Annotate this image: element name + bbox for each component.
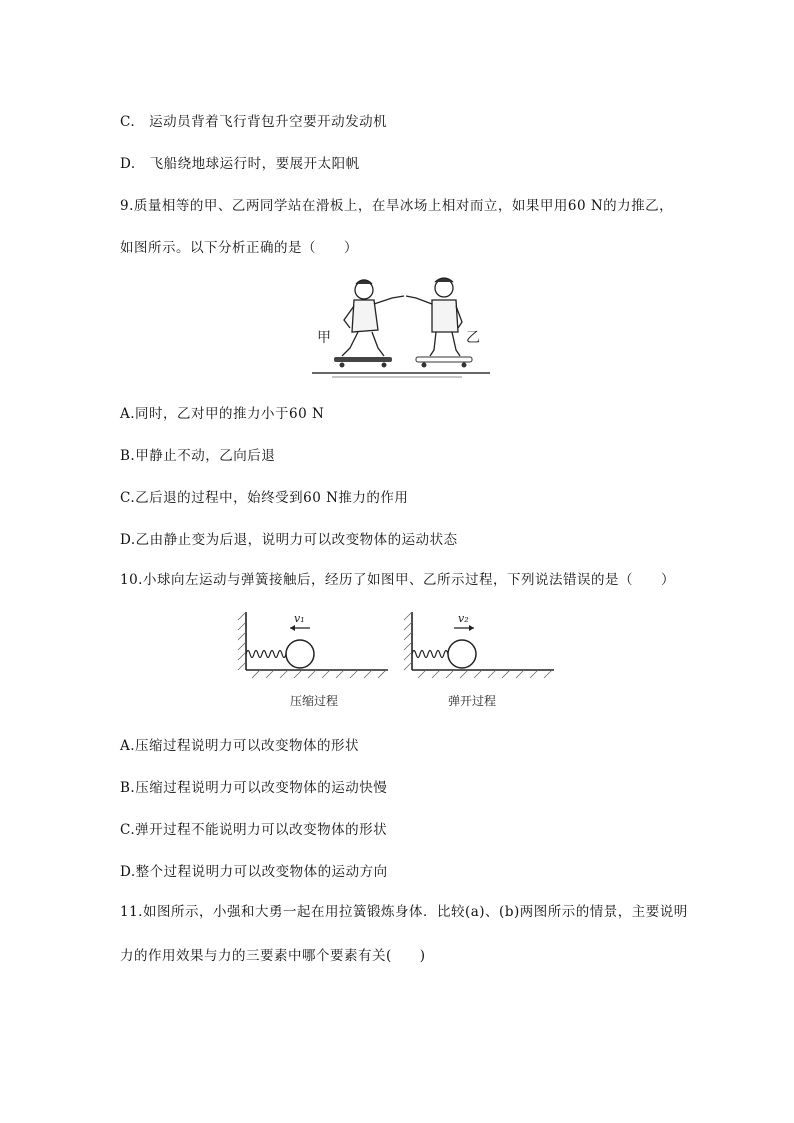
caption-compress: 压缩过程 <box>290 694 339 708</box>
question-9-option-b: B.甲静止不动，乙向后退 <box>120 448 276 464</box>
ball <box>286 640 314 668</box>
label-yi: 乙 <box>466 330 480 346</box>
question-11-stem-line1: 11.如图所示，小强和大勇一起在用拉簧锻炼身体．比较(a)、(b)两图所示的情景，主要说明 <box>120 904 688 920</box>
velocity-v2-label: v₂ <box>458 612 469 625</box>
velocity-v1-label: v₁ <box>294 612 305 625</box>
question-11-stem-line2: 力的作用效果与力的三要素中哪个要素有关( ) <box>120 948 426 964</box>
ball <box>448 640 476 668</box>
skateboard-yi <box>416 357 472 362</box>
skateboard-push-figure <box>312 270 490 380</box>
question-10-option-b: B.压缩过程说明力可以改变物体的运动快慢 <box>120 780 388 796</box>
question-9-stem-line2: 如图所示。以下分析正确的是（ ） <box>120 240 358 256</box>
question-9-option-d: D.乙由静止变为后退，说明力可以改变物体的运动状态 <box>120 532 458 548</box>
student-yi-figure <box>406 278 462 356</box>
label-jia: 甲 <box>317 330 331 346</box>
question-10-option-a: A.压缩过程说明力可以改变物体的形状 <box>120 738 360 754</box>
option-c-prev: C. 运动员背着飞行背包升空要开动发动机 <box>120 114 388 130</box>
spring-release-figure <box>398 608 558 712</box>
question-9-option-a: A.同时，乙对甲的推力小于60 N <box>120 406 325 422</box>
question-10-stem: 10.小球向左运动与弹簧接触后，经历了如图甲、乙所示过程，下列说法错误的是（ ） <box>120 572 675 588</box>
student-jia-figure <box>342 280 404 356</box>
caption-release: 弹开过程 <box>448 694 497 708</box>
question-9-stem-line1: 9.质量相等的甲、乙两同学站在滑板上，在旱冰场上相对而立，如果甲用60 N的力推乙， <box>120 198 674 214</box>
option-d-prev: D. 飞船绕地球运行时，要展开太阳帆 <box>120 156 360 172</box>
question-10-option-d: D.整个过程说明力可以改变物体的运动方向 <box>120 864 388 880</box>
skateboard-jia <box>334 357 392 362</box>
question-10-option-c: C.弹开过程不能说明力可以改变物体的形状 <box>120 822 388 838</box>
question-9-option-c: C.乙后退的过程中，始终受到60 N推力的作用 <box>120 490 409 506</box>
spring-compress-figure <box>232 608 392 712</box>
